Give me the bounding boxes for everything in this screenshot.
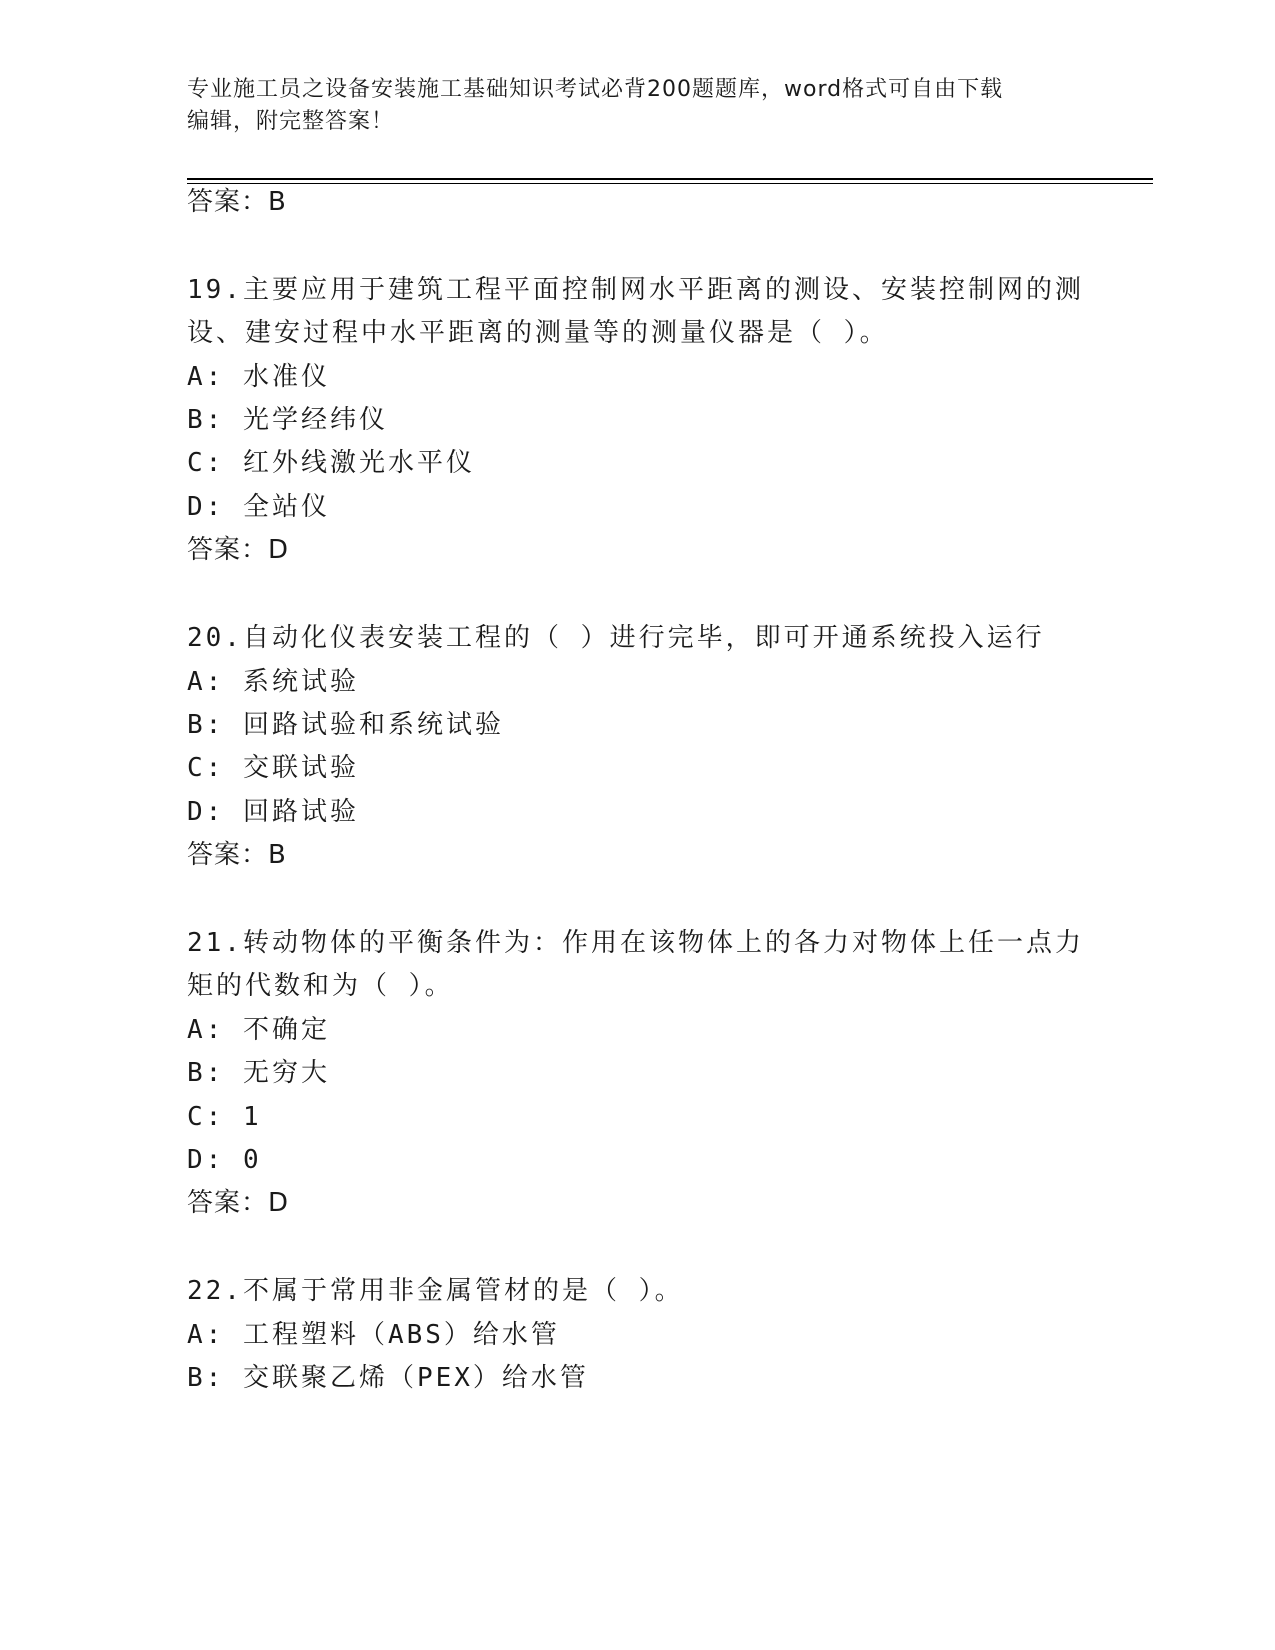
question-20-option-d: D: 回路试验 [187, 797, 359, 827]
header-rule-thin [187, 183, 1153, 184]
question-19-option-d: D: 全站仪 [187, 492, 330, 522]
question-19-stem-line-2: 设、建安过程中水平距离的测量等的测量仪器是（ ）。 [187, 318, 889, 348]
header-line-1: 专业施工员之设备安装施工基础知识考试必背200题题库，word格式可自由下载 [187, 77, 1004, 102]
question-21-stem-line-1: 21.转动物体的平衡条件为：作用在该物体上的各力对物体上任一点力 [187, 928, 1084, 958]
question-20-answer: 答案：B [187, 840, 287, 870]
question-19-option-b: B: 光学经纬仪 [187, 405, 388, 435]
question-20-option-a: A: 系统试验 [187, 667, 359, 697]
question-19-option-a: A: 水准仪 [187, 362, 330, 392]
question-21-option-d: D: 0 [187, 1145, 262, 1175]
question-21-option-a: A: 不确定 [187, 1015, 330, 1045]
question-19-answer: 答案：D [187, 535, 290, 565]
question-20-stem-line-1: 20.自动化仪表安装工程的（ ）进行完毕，即可开通系统投入运行 [187, 623, 1045, 653]
question-22-option-b: B: 交联聚乙烯（PEX）给水管 [187, 1363, 589, 1393]
question-19-stem-line-1: 19.主要应用于建筑工程平面控制网水平距离的测设、安装控制网的测 [187, 275, 1084, 305]
question-21-option-b: B: 无穷大 [187, 1058, 330, 1088]
header-rule-thick [187, 178, 1153, 180]
question-21-stem-line-2: 矩的代数和为（ ）。 [187, 971, 454, 1001]
question-22-stem-line-1: 22.不属于常用非金属管材的是（ ）。 [187, 1276, 684, 1306]
previous-answer: 答案：B [187, 187, 287, 217]
question-21-option-c: C: 1 [187, 1102, 262, 1132]
question-20-option-b: B: 回路试验和系统试验 [187, 710, 504, 740]
document-header [187, 74, 1087, 138]
question-20-option-c: C: 交联试验 [187, 753, 359, 783]
question-19-option-c: C: 红外线激光水平仪 [187, 448, 475, 478]
question-21-answer: 答案：D [187, 1188, 290, 1218]
question-22-option-a: A: 工程塑料（ABS）给水管 [187, 1320, 560, 1350]
header-line-2: 编辑，附完整答案！ [187, 109, 395, 134]
